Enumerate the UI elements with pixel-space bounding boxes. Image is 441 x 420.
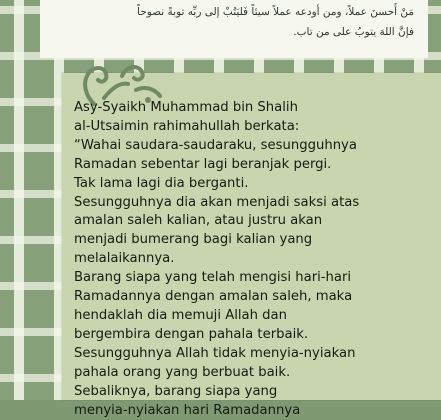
arabic-quote [54, 2, 414, 42]
quote-text: Asy-Syaikh Muhammad bin Shalih al-Utsaimin rahimahullah berkata: “Wahai saudara-saudaraku, sesungguhnya Ramadan sebentar lagi beranjak pergi. Tak lama lagi dia berganti. Sesungguhnya dia akan menjadi saksi atas amalan saleh kalian, atau justru akan menjadi bumerang bagi kalian yang melalaikannya. Barang siapa yang telah mengisi hari-hari Ramadannya dengan amalan saleh, maka hendaklah dia memuji Allah dan bergembira dengan pahala terbaik. Sesungguhnya Allah tidak menyia-nyiakan pahala orang yang berbuat baik. Sebaliknya, barang siapa yang menyia-nyiakan hari Ramadannya [74, 100, 360, 418]
arabic-line-2: فإنَّ اللهَ يتوبُ على من تاب. [293, 26, 414, 38]
arabic-line-1: مَنْ أَحسنَ عملاً، ومن أودعه عملاً سيئاً فَليَتُبْ إلى ربِّه توبةً نصوحاً [137, 6, 414, 18]
arabic-banner [40, 0, 428, 58]
